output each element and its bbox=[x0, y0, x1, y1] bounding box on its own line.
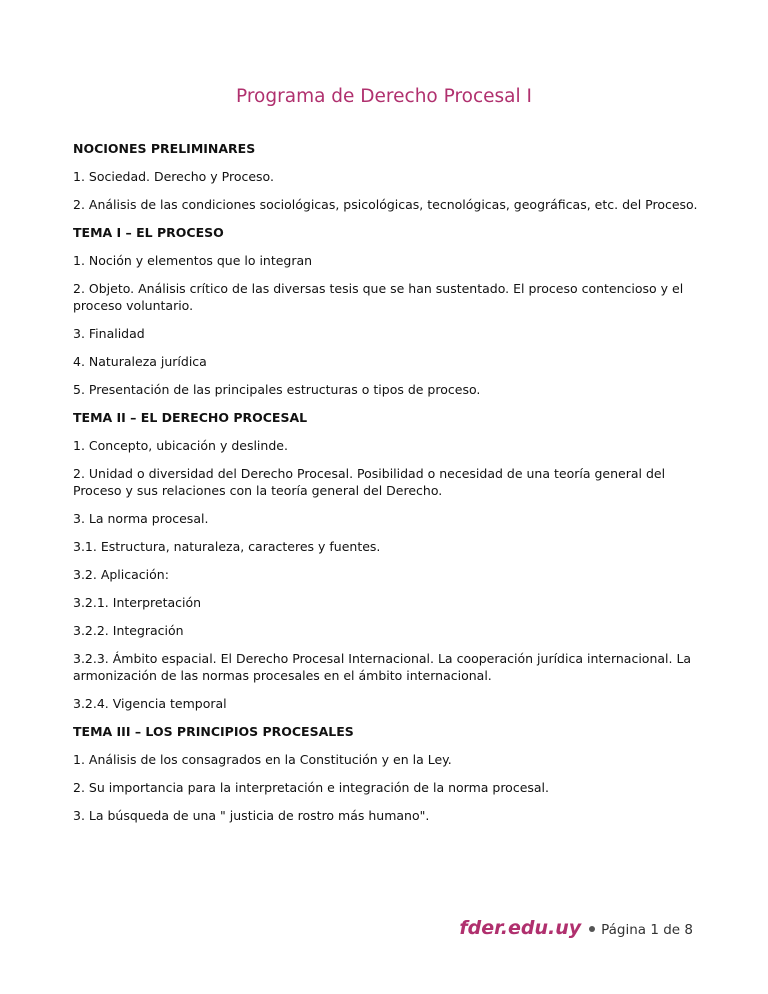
section-heading: TEMA II – EL DERECHO PROCESAL bbox=[73, 410, 308, 425]
list-item: 3. La norma procesal. bbox=[73, 511, 209, 526]
list-item: 3.2.1. Interpretación bbox=[73, 595, 202, 610]
list-item: 2. Su importancia para la interpretación e integración de la norma procesal. bbox=[73, 780, 550, 795]
list-item: 1. Análisis de los consagrados en la Constitución y en la Ley. bbox=[73, 752, 452, 767]
list-item: 3.2. Aplicación: bbox=[73, 567, 169, 582]
list-item: 2. Análisis de las condiciones sociológicas, psicológicas, tecnológicas, geográficas, etc. del Proceso. bbox=[73, 197, 698, 212]
page-footer bbox=[459, 917, 693, 939]
document-title: Programa de Derecho Procesal I bbox=[236, 86, 532, 107]
bullet-separator-icon bbox=[589, 926, 595, 932]
list-item: 3.2.3. Ámbito espacial. El Derecho Procesal Internacional. La cooperación jurídica internacional. La armonización de las normas procesales en el ámbito internacional. bbox=[73, 651, 692, 683]
page-number: Página 1 de 8 bbox=[601, 922, 693, 938]
list-item: 3. Finalidad bbox=[73, 326, 145, 341]
list-item: 2. Unidad o diversidad del Derecho Procesal. Posibilidad o necesidad de una teoría general del Proceso y sus relaciones con la teoría general del Derecho. bbox=[73, 466, 666, 498]
document-body bbox=[73, 140, 698, 835]
section-heading: TEMA III – LOS PRINCIPIOS PROCESALES bbox=[73, 724, 354, 739]
list-item: 4. Naturaleza jurídica bbox=[73, 354, 207, 369]
list-item: 3. La búsqueda de una " justicia de rostro más humano". bbox=[73, 808, 430, 823]
list-item: 1. Sociedad. Derecho y Proceso. bbox=[73, 169, 274, 184]
section-heading: NOCIONES PRELIMINARES bbox=[73, 141, 256, 156]
section-heading: TEMA I – EL PROCESO bbox=[73, 225, 224, 240]
list-item: 3.2.2. Integración bbox=[73, 623, 184, 638]
list-item: 2. Objeto. Análisis crítico de las diversas tesis que se han sustentado. El proceso contencioso y el proceso voluntario. bbox=[73, 281, 684, 313]
list-item: 3.1. Estructura, naturaleza, caracteres y fuentes. bbox=[73, 539, 381, 554]
list-item: 5. Presentación de las principales estructuras o tipos de proceso. bbox=[73, 382, 481, 397]
list-item: 1. Noción y elementos que lo integran bbox=[73, 253, 313, 268]
site-name: fder.edu.uy bbox=[459, 917, 582, 939]
list-item: 3.2.4. Vigencia temporal bbox=[73, 696, 227, 711]
list-item: 1. Concepto, ubicación y deslinde. bbox=[73, 438, 288, 453]
